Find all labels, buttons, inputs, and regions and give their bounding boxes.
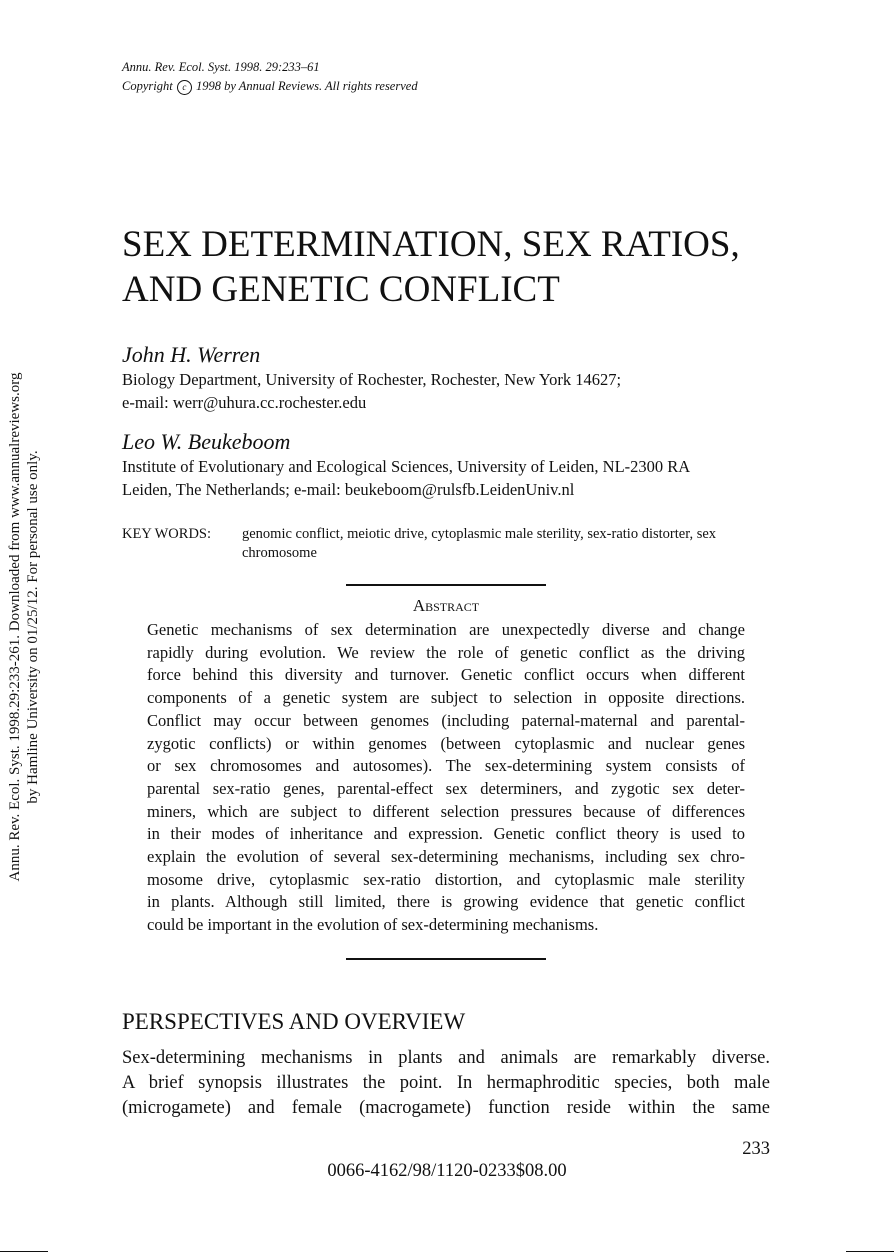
- abstract-line: or sex chromosomes and autosomes). The sex-determining system consists of: [147, 756, 745, 776]
- side-note-line-1: Annu. Rev. Ecol. Syst. 1998.29:233-261. Downloaded from www.annualreviews.org: [7, 372, 23, 882]
- paragraph-line: A brief synopsis illustrates the point. In hermaphroditic species, both male: [122, 1073, 770, 1093]
- keywords-text: genomic conflict, meiotic drive, cytoplasmic male sterility, sex-ratio distorter, sex chromosome: [242, 526, 717, 561]
- abstract-line: explain the evolution of several sex-determining mechanisms, including sex chro-: [147, 847, 745, 867]
- article-code: 0066-4162/98/1120-0233$08.00: [327, 1161, 567, 1181]
- copyright-line: [122, 76, 418, 96]
- copyright-prefix: Copyright: [122, 79, 173, 93]
- page-number: 233: [742, 1139, 770, 1159]
- abstract-line: Genetic mechanisms of sex determination are unexpectedly diverse and change: [147, 620, 745, 639]
- author-name: John H. Werren: [122, 342, 261, 367]
- title-line-1: SEX DETERMINATION, SEX RATIOS,: [122, 224, 740, 265]
- article-title: [122, 222, 802, 312]
- abstract-body: [147, 619, 745, 937]
- paragraph-line: Sex-determining mechanisms in plants and animals are remarkably diverse.: [122, 1048, 770, 1068]
- abstract-line: force behind this diversity and turnover. Genetic conflict occurs when different: [147, 665, 745, 685]
- author-affiliation: [122, 368, 782, 414]
- abstract-line: parental sex-ratio genes, parental-effect sex determiners, and zygotic sex deter-: [147, 778, 745, 798]
- abstract-line: miners, which are subject to different selection pressures because of differences: [147, 801, 745, 821]
- section-heading: PERSPECTIVES AND OVERVIEW: [122, 1009, 466, 1034]
- abstract-bottom-rule: [346, 958, 546, 960]
- crop-mark-right: [846, 1251, 894, 1252]
- affiliation-email-line: e-mail: werr@uhura.cc.rochester.edu: [122, 393, 367, 412]
- abstract-line: in plants. Although still limited, there is growing evidence that genetic conflict: [147, 892, 745, 912]
- abstract-line: mosome drive, cytoplasmic sex-ratio distortion, and cytoplasmic male sterility: [147, 869, 745, 889]
- abstract-heading: Abstract: [412, 596, 480, 615]
- abstract-line: components of a genetic system are subject to selection in opposite directions.: [147, 688, 745, 708]
- affiliation-line: Biology Department, University of Rochester, Rochester, New York 14627;: [122, 370, 622, 389]
- journal-reference: Annu. Rev. Ecol. Syst. 1998. 29:233–61: [122, 60, 320, 74]
- abstract-top-rule: [346, 584, 546, 586]
- abstract-line: zygotic conflicts) or within genomes (between cytoplasmic and nuclear genes: [147, 733, 745, 753]
- copyright-suffix: 1998 by Annual Reviews. All rights reserved: [195, 79, 418, 93]
- abstract-line: could be important in the evolution of sex-determining mechanisms.: [147, 915, 599, 935]
- abstract-line: Conflict may occur between genomes (including paternal-maternal and parental-: [147, 710, 745, 730]
- crop-mark-left: [0, 1251, 48, 1252]
- author-name: Leo W. Beukeboom: [122, 429, 291, 454]
- keywords-label: KEY WORDS:: [122, 526, 212, 542]
- author-affiliation: [122, 455, 782, 501]
- title-line-2: AND GENETIC CONFLICT: [122, 269, 560, 310]
- paragraph-line: (microgamete) and female (macrogamete) function reside within the same: [122, 1098, 770, 1118]
- copyright-icon: c: [177, 80, 192, 95]
- affiliation-line: Institute of Evolutionary and Ecological Sciences, University of Leiden, NL-2300 RA: [122, 457, 691, 476]
- abstract-line: in their modes of inheritance and expression. Genetic conflict theory is used to: [147, 824, 745, 844]
- section-paragraph: [122, 1046, 770, 1121]
- affiliation-email-line: Leiden, The Netherlands; e-mail: beukeboom@rulsfb.LeidenUniv.nl: [122, 480, 575, 499]
- side-note-line-2: by Hamline University on 01/25/12. For personal use only.: [25, 450, 41, 804]
- abstract-line: rapidly during evolution. We review the role of genetic conflict as the driving: [147, 642, 745, 662]
